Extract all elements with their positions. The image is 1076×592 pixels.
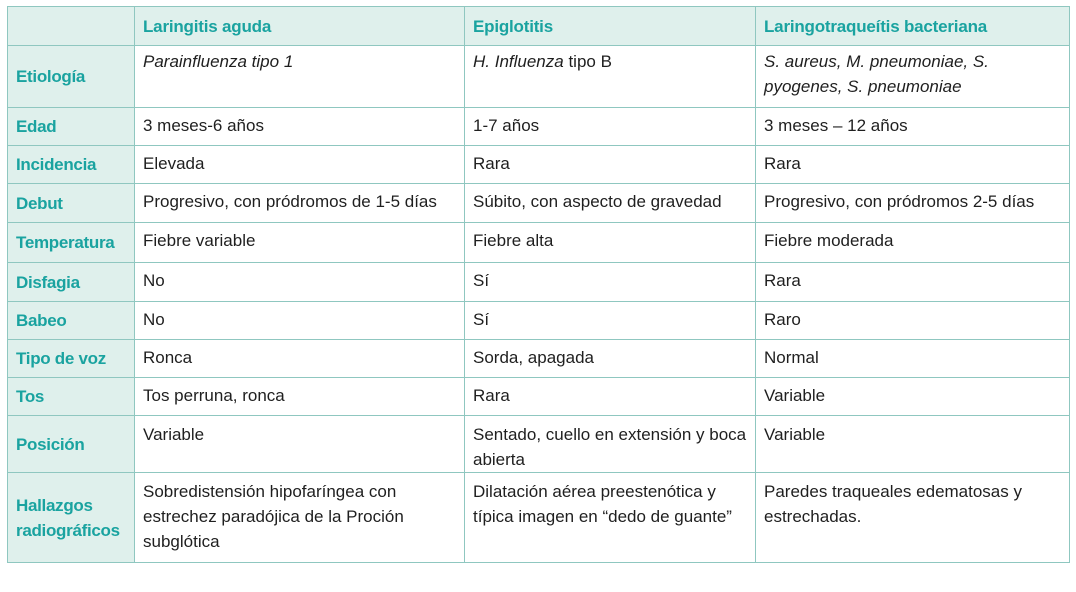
table-row <box>8 340 1070 378</box>
header-corner-cell <box>8 7 135 46</box>
cell-tos-epiglotitis: Rara <box>465 378 756 416</box>
cell-voz-laringitis: Ronca <box>135 340 465 378</box>
header-laringitis-aguda: Laringitis aguda <box>135 7 465 46</box>
header-epiglotitis: Epiglotitis <box>465 7 756 46</box>
table-row <box>8 263 1070 302</box>
row-label-temperatura: Temperatura <box>8 223 135 263</box>
row-label-tos: Tos <box>8 378 135 416</box>
cell-text: Parainfluenza tipo 1 <box>143 52 294 71</box>
header-row <box>8 7 1070 46</box>
cell-etiologia-laringitis <box>135 46 465 108</box>
cell-text: tipo B <box>563 52 612 71</box>
cell-babeo-laringotraqueitis: Raro <box>756 302 1070 340</box>
table-row <box>8 302 1070 340</box>
cell-hallazgos-epiglotitis: Dilatación aérea preestenótica y típica imagen en “dedo de guante” <box>465 473 756 563</box>
cell-babeo-epiglotitis: Sí <box>465 302 756 340</box>
header-laringotraqueitis-bacteriana: Laringotraqueítis bacteriana <box>756 7 1070 46</box>
row-label-debut: Debut <box>8 184 135 223</box>
cell-hallazgos-laringitis: Sobredistensión hipofaríngea con estrechez paradójica de la Proción subglótica <box>135 473 465 563</box>
cell-edad-laringitis: 3 meses-6 años <box>135 108 465 146</box>
cell-temperatura-epiglotitis: Fiebre alta <box>465 223 756 263</box>
row-label-etiologia: Etiología <box>8 46 135 108</box>
cell-voz-epiglotitis: Sorda, apagada <box>465 340 756 378</box>
cell-text-italic: H. Influenza <box>473 52 564 71</box>
cell-babeo-laringitis: No <box>135 302 465 340</box>
comparison-table <box>7 6 1070 563</box>
table-row <box>8 416 1070 473</box>
row-label-incidencia: Incidencia <box>8 146 135 184</box>
row-label-edad: Edad <box>8 108 135 146</box>
cell-text: S. aureus, M. pneumoniae, S. pyogenes, S. pneumoniae <box>764 52 989 96</box>
table-row <box>8 473 1070 563</box>
comparison-table-container <box>7 6 1069 563</box>
cell-disfagia-epiglotitis: Sí <box>465 263 756 302</box>
cell-tos-laringotraqueitis: Variable <box>756 378 1070 416</box>
cell-voz-laringotraqueitis: Normal <box>756 340 1070 378</box>
cell-temperatura-laringotraqueitis: Fiebre moderada <box>756 223 1070 263</box>
cell-edad-epiglotitis: 1-7 años <box>465 108 756 146</box>
row-label-posicion: Posición <box>8 416 135 473</box>
cell-debut-laringitis: Progresivo, con pródromos de 1-5 días <box>135 184 465 223</box>
cell-etiologia-laringotraqueitis <box>756 46 1070 108</box>
row-label-disfagia: Disfagia <box>8 263 135 302</box>
cell-edad-laringotraqueitis: 3 meses – 12 años <box>756 108 1070 146</box>
table-row <box>8 223 1070 263</box>
cell-disfagia-laringotraqueitis: Rara <box>756 263 1070 302</box>
cell-posicion-epiglotitis: Sentado, cuello en extensión y boca abierta <box>465 416 756 473</box>
cell-disfagia-laringitis: No <box>135 263 465 302</box>
table-row <box>8 108 1070 146</box>
cell-posicion-laringotraqueitis: Variable <box>756 416 1070 473</box>
cell-incidencia-epiglotitis: Rara <box>465 146 756 184</box>
cell-debut-epiglotitis: Súbito, con aspecto de gravedad <box>465 184 756 223</box>
cell-temperatura-laringitis: Fiebre variable <box>135 223 465 263</box>
table-row <box>8 184 1070 223</box>
cell-incidencia-laringitis: Elevada <box>135 146 465 184</box>
row-label-tipo-de-voz: Tipo de voz <box>8 340 135 378</box>
cell-debut-laringotraqueitis: Progresivo, con pródromos 2-5 días <box>756 184 1070 223</box>
row-label-babeo: Babeo <box>8 302 135 340</box>
cell-etiologia-epiglotitis <box>465 46 756 108</box>
cell-hallazgos-laringotraqueitis: Paredes traqueales edematosas y estrechadas. <box>756 473 1070 563</box>
table-row <box>8 146 1070 184</box>
table-row <box>8 378 1070 416</box>
table-row <box>8 46 1070 108</box>
cell-tos-laringitis: Tos perruna, ronca <box>135 378 465 416</box>
cell-posicion-laringitis: Variable <box>135 416 465 473</box>
row-label-hallazgos-radiograficos: Hallazgos radiográficos <box>8 473 135 563</box>
cell-incidencia-laringotraqueitis: Rara <box>756 146 1070 184</box>
